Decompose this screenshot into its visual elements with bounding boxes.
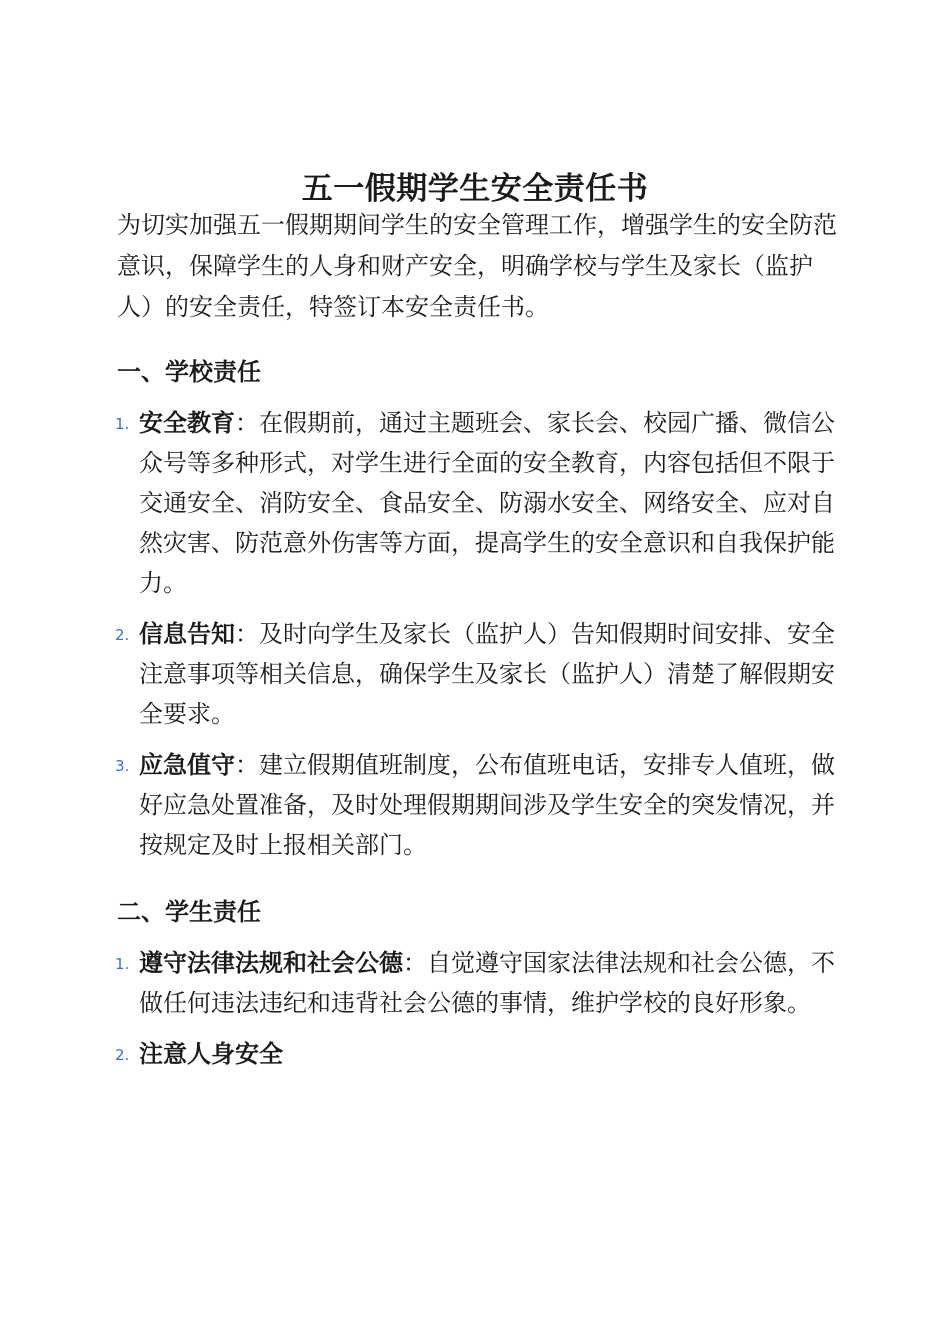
list-number: 2. — [115, 626, 130, 644]
list-number: 1. — [115, 415, 130, 433]
item-term: 应急值守 — [139, 751, 235, 779]
list-item — [117, 745, 837, 865]
intro-paragraph: 为切实加强五一假期期间学生的安全管理工作，增强学生的安全防范意识，保障学生的人身和财产安全，明确学校与学生及家长（监护人）的安全责任，特签订本安全责任书。 — [117, 211, 837, 321]
student-responsibility-list — [117, 943, 837, 1085]
item-text: ：及时向学生及家长（监护人）告知假期时间安排、安全注意事项等相关信息，确保学生及家长（监护人）清楚了解假期安全要求。 — [139, 620, 835, 728]
list-item — [117, 403, 837, 603]
list-number: 3. — [115, 757, 130, 775]
item-term: 注意人身安全 — [139, 1040, 283, 1068]
list-item — [117, 614, 837, 734]
document-title: 五一假期学生安全责任书 — [301, 170, 649, 207]
section-heading-school: 一、学校责任 — [117, 358, 261, 386]
list-number: 1. — [115, 955, 130, 973]
item-text: ：自觉遵守国家法律法规和社会公德，不做任何违法违纪和违背社会公德的事情，维护学校的良好形象。 — [139, 949, 835, 1017]
list-item — [117, 1034, 837, 1074]
item-term: 安全教育 — [139, 409, 235, 437]
list-number: 2. — [115, 1046, 130, 1064]
list-item — [117, 943, 837, 1023]
item-text: ：在假期前，通过主题班会、家长会、校园广播、微信公众号等多种形式，对学生进行全面的安全教育，内容包括但不限于交通安全、消防安全、食品安全、防溺水安全、网络安全、应对自然灾害、防范意外伤害等方面，提高学生的安全意识和自我保护能力。 — [139, 409, 835, 597]
item-term: 遵守法律法规和社会公德 — [139, 949, 403, 977]
item-text: ：建立假期值班制度，公布值班电话，安排专人值班，做好应急处置准备，及时处理假期期间涉及学生安全的突发情况，并按规定及时上报相关部门。 — [139, 751, 835, 859]
school-responsibility-list — [117, 403, 837, 876]
item-term: 信息告知 — [139, 620, 235, 648]
section-heading-student: 二、学生责任 — [117, 898, 261, 926]
